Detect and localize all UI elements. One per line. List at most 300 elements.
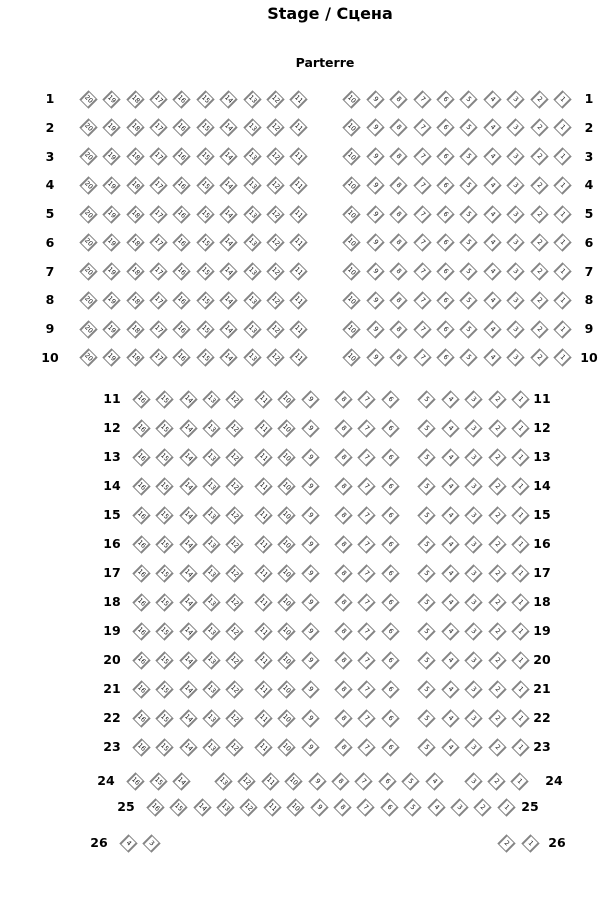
seat-row22-7[interactable] xyxy=(358,709,376,727)
seat-row19-10[interactable] xyxy=(278,622,296,640)
seat-row20-14[interactable] xyxy=(179,651,197,669)
seat-row8-6[interactable] xyxy=(436,291,454,309)
seat-row23-14[interactable] xyxy=(179,738,197,756)
seat-row18-10[interactable] xyxy=(278,593,296,611)
seat-row20-2[interactable] xyxy=(488,651,506,669)
seat-row15-13[interactable] xyxy=(202,506,220,524)
seat-row8-3[interactable] xyxy=(506,291,524,309)
seat-row3-18[interactable] xyxy=(126,147,144,165)
seat-row9-6[interactable] xyxy=(436,320,454,338)
seat-row21-14[interactable] xyxy=(179,680,197,698)
seat-row4-5[interactable] xyxy=(460,176,478,194)
seat-row2-13[interactable] xyxy=(243,119,261,137)
seat-row13-1[interactable] xyxy=(511,448,529,466)
seat-row6-19[interactable] xyxy=(102,234,120,252)
seat-row7-6[interactable] xyxy=(436,262,454,280)
seat-row24-13[interactable] xyxy=(214,772,232,790)
seat-row20-11[interactable] xyxy=(254,651,272,669)
seat-row18-14[interactable] xyxy=(179,593,197,611)
seat-row18-16[interactable] xyxy=(132,593,150,611)
seat-row5-9[interactable] xyxy=(366,205,384,223)
seat-row21-6[interactable] xyxy=(381,680,399,698)
seat-row3-2[interactable] xyxy=(530,147,548,165)
seat-row15-8[interactable] xyxy=(334,506,352,524)
seat-row12-2[interactable] xyxy=(488,419,506,437)
seat-row16-7[interactable] xyxy=(358,535,376,553)
seat-row25-3[interactable] xyxy=(450,798,468,816)
seat-row17-3[interactable] xyxy=(464,564,482,582)
seat-row14-2[interactable] xyxy=(488,477,506,495)
seat-row7-12[interactable] xyxy=(266,262,284,280)
seat-row3-20[interactable] xyxy=(79,147,97,165)
seat-row14-3[interactable] xyxy=(464,477,482,495)
seat-row14-7[interactable] xyxy=(358,477,376,495)
seat-row7-3[interactable] xyxy=(506,262,524,280)
seat-row22-10[interactable] xyxy=(278,709,296,727)
seat-row14-15[interactable] xyxy=(155,477,173,495)
seat-row5-16[interactable] xyxy=(173,205,191,223)
seat-row25-10[interactable] xyxy=(286,798,304,816)
seat-row20-9[interactable] xyxy=(301,651,319,669)
seat-row13-4[interactable] xyxy=(441,448,459,466)
seat-row9-15[interactable] xyxy=(196,320,214,338)
seat-row4-20[interactable] xyxy=(79,176,97,194)
seat-row14-10[interactable] xyxy=(278,477,296,495)
seat-row10-9[interactable] xyxy=(366,349,384,367)
seat-row21-4[interactable] xyxy=(441,680,459,698)
seat-row10-8[interactable] xyxy=(389,349,407,367)
seat-row15-5[interactable] xyxy=(418,506,436,524)
seat-row10-12[interactable] xyxy=(266,349,284,367)
seat-row18-5[interactable] xyxy=(418,593,436,611)
seat-row14-6[interactable] xyxy=(381,477,399,495)
seat-row10-11[interactable] xyxy=(290,349,308,367)
seat-row22-14[interactable] xyxy=(179,709,197,727)
seat-row15-3[interactable] xyxy=(464,506,482,524)
seat-row4-13[interactable] xyxy=(243,176,261,194)
seat-row8-14[interactable] xyxy=(219,291,237,309)
seat-row9-13[interactable] xyxy=(243,320,261,338)
seat-row16-9[interactable] xyxy=(301,535,319,553)
seat-row16-4[interactable] xyxy=(441,535,459,553)
seat-row2-12[interactable] xyxy=(266,119,284,137)
seat-row17-12[interactable] xyxy=(226,564,244,582)
seat-row8-15[interactable] xyxy=(196,291,214,309)
seat-row18-15[interactable] xyxy=(155,593,173,611)
seat-row3-17[interactable] xyxy=(149,147,167,165)
seat-row12-1[interactable] xyxy=(511,419,529,437)
seat-row4-9[interactable] xyxy=(366,176,384,194)
seat-row22-1[interactable] xyxy=(511,709,529,727)
seat-row11-12[interactable] xyxy=(226,390,244,408)
seat-row9-5[interactable] xyxy=(460,320,478,338)
seat-row1-15[interactable] xyxy=(196,90,214,108)
seat-row8-19[interactable] xyxy=(102,291,120,309)
seat-row6-6[interactable] xyxy=(436,234,454,252)
seat-row14-13[interactable] xyxy=(202,477,220,495)
seat-row19-16[interactable] xyxy=(132,622,150,640)
seat-row25-9[interactable] xyxy=(310,798,328,816)
seat-row20-12[interactable] xyxy=(226,651,244,669)
seat-row23-5[interactable] xyxy=(418,738,436,756)
seat-row25-12[interactable] xyxy=(240,798,258,816)
seat-row4-16[interactable] xyxy=(173,176,191,194)
seat-row20-7[interactable] xyxy=(358,651,376,669)
seat-row8-7[interactable] xyxy=(413,291,431,309)
seat-row18-13[interactable] xyxy=(202,593,220,611)
seat-row21-11[interactable] xyxy=(254,680,272,698)
seat-row4-4[interactable] xyxy=(483,176,501,194)
seat-row24-12[interactable] xyxy=(238,772,256,790)
seat-row7-16[interactable] xyxy=(173,262,191,280)
seat-row10-20[interactable] xyxy=(79,349,97,367)
seat-row1-20[interactable] xyxy=(79,90,97,108)
seat-row18-6[interactable] xyxy=(381,593,399,611)
seat-row15-14[interactable] xyxy=(179,506,197,524)
seat-row4-2[interactable] xyxy=(530,176,548,194)
seat-row18-12[interactable] xyxy=(226,593,244,611)
seat-row24-15[interactable] xyxy=(149,772,167,790)
seat-row1-1[interactable] xyxy=(553,90,571,108)
seat-row11-4[interactable] xyxy=(441,390,459,408)
seat-row10-6[interactable] xyxy=(436,349,454,367)
seat-row8-10[interactable] xyxy=(343,291,361,309)
seat-row7-13[interactable] xyxy=(243,262,261,280)
seat-row3-5[interactable] xyxy=(460,147,478,165)
seat-row5-4[interactable] xyxy=(483,205,501,223)
seat-row15-16[interactable] xyxy=(132,506,150,524)
seat-row2-11[interactable] xyxy=(290,119,308,137)
seat-row8-13[interactable] xyxy=(243,291,261,309)
seat-row11-3[interactable] xyxy=(464,390,482,408)
seat-row6-14[interactable] xyxy=(219,234,237,252)
seat-row16-8[interactable] xyxy=(334,535,352,553)
seat-row25-6[interactable] xyxy=(380,798,398,816)
seat-row6-13[interactable] xyxy=(243,234,261,252)
seat-row11-15[interactable] xyxy=(155,390,173,408)
seat-row2-14[interactable] xyxy=(219,119,237,137)
seat-row10-19[interactable] xyxy=(102,349,120,367)
seat-row9-10[interactable] xyxy=(343,320,361,338)
seat-row22-4[interactable] xyxy=(441,709,459,727)
seat-row12-10[interactable] xyxy=(278,419,296,437)
seat-row11-8[interactable] xyxy=(334,390,352,408)
seat-row12-14[interactable] xyxy=(179,419,197,437)
seat-row26-3[interactable] xyxy=(142,834,160,852)
seat-row6-20[interactable] xyxy=(79,234,97,252)
seat-row14-12[interactable] xyxy=(226,477,244,495)
seat-row4-1[interactable] xyxy=(553,176,571,194)
seat-row3-15[interactable] xyxy=(196,147,214,165)
seat-row22-13[interactable] xyxy=(202,709,220,727)
seat-row9-19[interactable] xyxy=(102,320,120,338)
seat-row5-17[interactable] xyxy=(149,205,167,223)
seat-row7-4[interactable] xyxy=(483,262,501,280)
seat-row23-11[interactable] xyxy=(254,738,272,756)
seat-row2-1[interactable] xyxy=(553,119,571,137)
seat-row21-2[interactable] xyxy=(488,680,506,698)
seat-row16-16[interactable] xyxy=(132,535,150,553)
seat-row23-12[interactable] xyxy=(226,738,244,756)
seat-row7-17[interactable] xyxy=(149,262,167,280)
seat-row7-9[interactable] xyxy=(366,262,384,280)
seat-row23-8[interactable] xyxy=(334,738,352,756)
seat-row6-3[interactable] xyxy=(506,234,524,252)
seat-row17-5[interactable] xyxy=(418,564,436,582)
seat-row16-10[interactable] xyxy=(278,535,296,553)
seat-row6-10[interactable] xyxy=(343,234,361,252)
seat-row20-13[interactable] xyxy=(202,651,220,669)
seat-row10-4[interactable] xyxy=(483,349,501,367)
seat-row19-6[interactable] xyxy=(381,622,399,640)
seat-row3-19[interactable] xyxy=(102,147,120,165)
seat-row21-1[interactable] xyxy=(511,680,529,698)
seat-row11-16[interactable] xyxy=(132,390,150,408)
seat-row3-11[interactable] xyxy=(290,147,308,165)
seat-row15-10[interactable] xyxy=(278,506,296,524)
seat-row7-11[interactable] xyxy=(290,262,308,280)
seat-row16-6[interactable] xyxy=(381,535,399,553)
seat-row9-9[interactable] xyxy=(366,320,384,338)
seat-row9-8[interactable] xyxy=(389,320,407,338)
seat-row18-4[interactable] xyxy=(441,593,459,611)
seat-row17-10[interactable] xyxy=(278,564,296,582)
seat-row13-2[interactable] xyxy=(488,448,506,466)
seat-row6-5[interactable] xyxy=(460,234,478,252)
seat-row2-9[interactable] xyxy=(366,119,384,137)
seat-row18-2[interactable] xyxy=(488,593,506,611)
seat-row1-4[interactable] xyxy=(483,90,501,108)
seat-row1-17[interactable] xyxy=(149,90,167,108)
seat-row10-17[interactable] xyxy=(149,349,167,367)
seat-row23-7[interactable] xyxy=(358,738,376,756)
seat-row10-1[interactable] xyxy=(553,349,571,367)
seat-row11-6[interactable] xyxy=(381,390,399,408)
seat-row9-18[interactable] xyxy=(126,320,144,338)
seat-row13-7[interactable] xyxy=(358,448,376,466)
seat-row8-1[interactable] xyxy=(553,291,571,309)
seat-row6-2[interactable] xyxy=(530,234,548,252)
seat-row14-8[interactable] xyxy=(334,477,352,495)
seat-row21-5[interactable] xyxy=(418,680,436,698)
seat-row17-15[interactable] xyxy=(155,564,173,582)
seat-row2-5[interactable] xyxy=(460,119,478,137)
seat-row2-2[interactable] xyxy=(530,119,548,137)
seat-row6-7[interactable] xyxy=(413,234,431,252)
seat-row6-16[interactable] xyxy=(173,234,191,252)
seat-row18-9[interactable] xyxy=(301,593,319,611)
seat-row4-18[interactable] xyxy=(126,176,144,194)
seat-row14-11[interactable] xyxy=(254,477,272,495)
seat-row17-1[interactable] xyxy=(511,564,529,582)
seat-row20-6[interactable] xyxy=(381,651,399,669)
seat-row13-14[interactable] xyxy=(179,448,197,466)
seat-row1-18[interactable] xyxy=(126,90,144,108)
seat-row4-3[interactable] xyxy=(506,176,524,194)
seat-row1-8[interactable] xyxy=(389,90,407,108)
seat-row5-18[interactable] xyxy=(126,205,144,223)
seat-row6-11[interactable] xyxy=(290,234,308,252)
seat-row25-8[interactable] xyxy=(333,798,351,816)
seat-row24-1[interactable] xyxy=(511,772,529,790)
seat-row1-13[interactable] xyxy=(243,90,261,108)
seat-row5-5[interactable] xyxy=(460,205,478,223)
seat-row13-10[interactable] xyxy=(278,448,296,466)
seat-row15-6[interactable] xyxy=(381,506,399,524)
seat-row6-17[interactable] xyxy=(149,234,167,252)
seat-row16-1[interactable] xyxy=(511,535,529,553)
seat-row5-10[interactable] xyxy=(343,205,361,223)
seat-row1-16[interactable] xyxy=(173,90,191,108)
seat-row13-16[interactable] xyxy=(132,448,150,466)
seat-row23-6[interactable] xyxy=(381,738,399,756)
seat-row10-15[interactable] xyxy=(196,349,214,367)
seat-row21-10[interactable] xyxy=(278,680,296,698)
seat-row15-4[interactable] xyxy=(441,506,459,524)
seat-row2-8[interactable] xyxy=(389,119,407,137)
seat-row24-10[interactable] xyxy=(284,772,302,790)
seat-row26-4[interactable] xyxy=(119,834,137,852)
seat-row11-14[interactable] xyxy=(179,390,197,408)
seat-row3-12[interactable] xyxy=(266,147,284,165)
seat-row12-4[interactable] xyxy=(441,419,459,437)
seat-row25-1[interactable] xyxy=(497,798,515,816)
seat-row17-13[interactable] xyxy=(202,564,220,582)
seat-row4-11[interactable] xyxy=(290,176,308,194)
seat-row7-15[interactable] xyxy=(196,262,214,280)
seat-row24-4[interactable] xyxy=(425,772,443,790)
seat-row1-5[interactable] xyxy=(460,90,478,108)
seat-row19-9[interactable] xyxy=(301,622,319,640)
seat-row20-16[interactable] xyxy=(132,651,150,669)
seat-row22-5[interactable] xyxy=(418,709,436,727)
seat-row17-11[interactable] xyxy=(254,564,272,582)
seat-row24-3[interactable] xyxy=(464,772,482,790)
seat-row7-20[interactable] xyxy=(79,262,97,280)
seat-row4-15[interactable] xyxy=(196,176,214,194)
seat-row25-13[interactable] xyxy=(216,798,234,816)
seat-row25-2[interactable] xyxy=(474,798,492,816)
seat-row5-20[interactable] xyxy=(79,205,97,223)
seat-row19-2[interactable] xyxy=(488,622,506,640)
seat-row19-15[interactable] xyxy=(155,622,173,640)
seat-row23-3[interactable] xyxy=(464,738,482,756)
seat-row7-8[interactable] xyxy=(389,262,407,280)
seat-row16-13[interactable] xyxy=(202,535,220,553)
seat-row10-2[interactable] xyxy=(530,349,548,367)
seat-row8-12[interactable] xyxy=(266,291,284,309)
seat-row19-1[interactable] xyxy=(511,622,529,640)
seat-row19-7[interactable] xyxy=(358,622,376,640)
seat-row16-11[interactable] xyxy=(254,535,272,553)
seat-row5-2[interactable] xyxy=(530,205,548,223)
seat-row12-11[interactable] xyxy=(254,419,272,437)
seat-row12-3[interactable] xyxy=(464,419,482,437)
seat-row2-4[interactable] xyxy=(483,119,501,137)
seat-row8-4[interactable] xyxy=(483,291,501,309)
seat-row22-9[interactable] xyxy=(301,709,319,727)
seat-row2-20[interactable] xyxy=(79,119,97,137)
seat-row19-8[interactable] xyxy=(334,622,352,640)
seat-row25-14[interactable] xyxy=(193,798,211,816)
seat-row6-18[interactable] xyxy=(126,234,144,252)
seat-row3-1[interactable] xyxy=(553,147,571,165)
seat-row20-10[interactable] xyxy=(278,651,296,669)
seat-row11-5[interactable] xyxy=(418,390,436,408)
seat-row18-7[interactable] xyxy=(358,593,376,611)
seat-row18-1[interactable] xyxy=(511,593,529,611)
seat-row21-7[interactable] xyxy=(358,680,376,698)
seat-row25-7[interactable] xyxy=(357,798,375,816)
seat-row2-15[interactable] xyxy=(196,119,214,137)
seat-row14-4[interactable] xyxy=(441,477,459,495)
seat-row11-1[interactable] xyxy=(511,390,529,408)
seat-row26-1[interactable] xyxy=(521,834,539,852)
seat-row12-6[interactable] xyxy=(381,419,399,437)
seat-row16-12[interactable] xyxy=(226,535,244,553)
seat-row9-7[interactable] xyxy=(413,320,431,338)
seat-row10-5[interactable] xyxy=(460,349,478,367)
seat-row13-13[interactable] xyxy=(202,448,220,466)
seat-row10-18[interactable] xyxy=(126,349,144,367)
seat-row6-4[interactable] xyxy=(483,234,501,252)
seat-row22-3[interactable] xyxy=(464,709,482,727)
seat-row10-14[interactable] xyxy=(219,349,237,367)
seat-row15-11[interactable] xyxy=(254,506,272,524)
seat-row25-16[interactable] xyxy=(146,798,164,816)
seat-row20-8[interactable] xyxy=(334,651,352,669)
seat-row3-9[interactable] xyxy=(366,147,384,165)
seat-row10-10[interactable] xyxy=(343,349,361,367)
seat-row7-10[interactable] xyxy=(343,262,361,280)
seat-row10-7[interactable] xyxy=(413,349,431,367)
seat-row24-14[interactable] xyxy=(173,772,191,790)
seat-row21-9[interactable] xyxy=(301,680,319,698)
seat-row5-19[interactable] xyxy=(102,205,120,223)
seat-row1-9[interactable] xyxy=(366,90,384,108)
seat-row14-9[interactable] xyxy=(301,477,319,495)
seat-row12-13[interactable] xyxy=(202,419,220,437)
seat-row23-4[interactable] xyxy=(441,738,459,756)
seat-row4-10[interactable] xyxy=(343,176,361,194)
seat-row4-14[interactable] xyxy=(219,176,237,194)
seat-row23-16[interactable] xyxy=(132,738,150,756)
seat-row5-8[interactable] xyxy=(389,205,407,223)
seat-row9-11[interactable] xyxy=(290,320,308,338)
seat-row24-7[interactable] xyxy=(355,772,373,790)
seat-row11-10[interactable] xyxy=(278,390,296,408)
seat-row22-2[interactable] xyxy=(488,709,506,727)
seat-row11-9[interactable] xyxy=(301,390,319,408)
seat-row15-9[interactable] xyxy=(301,506,319,524)
seat-row12-8[interactable] xyxy=(334,419,352,437)
seat-row14-5[interactable] xyxy=(418,477,436,495)
seat-row2-19[interactable] xyxy=(102,119,120,137)
seat-row25-15[interactable] xyxy=(169,798,187,816)
seat-row17-9[interactable] xyxy=(301,564,319,582)
seat-row2-3[interactable] xyxy=(506,119,524,137)
seat-row22-11[interactable] xyxy=(254,709,272,727)
seat-row22-6[interactable] xyxy=(381,709,399,727)
seat-row4-8[interactable] xyxy=(389,176,407,194)
seat-row23-9[interactable] xyxy=(301,738,319,756)
seat-row16-2[interactable] xyxy=(488,535,506,553)
seat-row6-9[interactable] xyxy=(366,234,384,252)
seat-row3-16[interactable] xyxy=(173,147,191,165)
seat-row5-11[interactable] xyxy=(290,205,308,223)
seat-row19-4[interactable] xyxy=(441,622,459,640)
seat-row20-3[interactable] xyxy=(464,651,482,669)
